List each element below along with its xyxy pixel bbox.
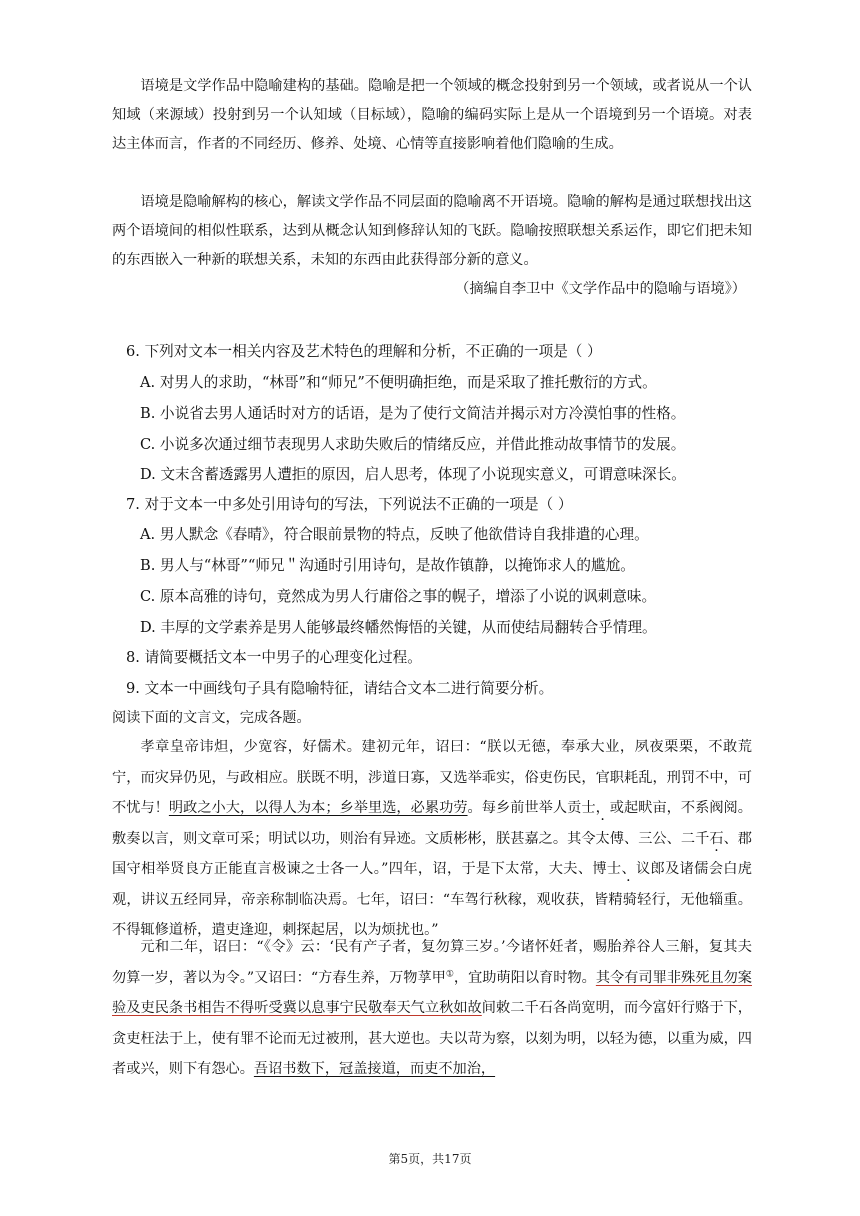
question-7-option-b: B. 男人与“林哥”“师兄＂沟通时引用诗句，是故作镇静，以掩饰求人的尴尬。 bbox=[140, 557, 635, 574]
question-9: 9. 文本一中画线句子具有隐喻特征，请结合文本二进行简要分析。 bbox=[126, 680, 554, 697]
dotted-word-boshi: 士 bbox=[606, 861, 622, 877]
classical-p2-text-a: 元和二年，诏曰：“《令》云：‘民有产子者，复勿算三岁。’今诸怀妊者，赐胎养谷人三斛，复其夫勿算一岁，著以为令。”又诏曰：“方春生养，万物莩甲 bbox=[112, 939, 752, 986]
classical-p1-text-b2: ，或起畎亩，不系阀阅。敷奏以言，则文章可采；明试以功，则治有异迹。文质彬彬，朕甚嘉之。其令太傅、三公、 bbox=[112, 800, 752, 847]
essay-citation: （摘编自李卫中《文学作品中的隐喻与语境》） bbox=[455, 281, 746, 297]
classical-p1-text-b4: 、议郎及诸儒会白虎观，讲议五经同异，帝亲称制临决焉。七年，诏曰：“车驾行秋稼，观收获，皆精骑轻行，无他辎重。不得辄修道桥，遣吏逢迎，刺探起居，以为烦扰也。” bbox=[112, 861, 752, 938]
classical-p2-text-b: ，宜助萌阳以育时物。 bbox=[453, 969, 596, 986]
dotted-word-shi: 士 bbox=[581, 800, 596, 816]
classical-p1-text-a: 孝章皇帝讳炟，少宽容，好儒术。建初元年，诏曰：“朕以无德，奉承大业，夙夜栗栗，不敢荒宁，而灾异仍见，与政相应。朕既不明，涉道日寡，又选举乖实，俗吏伤民，官职耗乱，刑罚不中，可不忧与！ bbox=[112, 739, 752, 816]
essay-paragraph-1: 语境是文学作品中隐喻建构的基础。隐喻是把一个领域的概念投射到另一个领域，或者说从一个认知域（来源域）投射到另一个认知域（目标域），隐喻的编码实际上是从一个语境到另一个语境。对表达主体而言，作者的不同经历、修养、处境、心情等直接影响着他们隐喻的生成。 bbox=[112, 78, 752, 152]
question-6-option-a: A. 对男人的求助，“林哥”和“师兄”不便明确拒绝，而是采取了推托敷衍的方式。 bbox=[140, 374, 657, 391]
question-6-option-c: C. 小说多次通过细节表现男人求助失败后的情绪反应，并借此推动故事情节的发展。 bbox=[140, 436, 686, 453]
classical-p1-text-b1: 。每乡前世举人贡 bbox=[467, 800, 582, 816]
classical-paragraph-1 bbox=[112, 732, 752, 946]
underlined-sentence-3: 吾诏书数下，冠盖接道，而吏不加治， bbox=[253, 1061, 496, 1077]
essay-paragraph-2: 语境是隐喻解构的核心，解读文学作品不同层面的隐喻离不开语境。隐喻的解构是通过联想找出这两个语境间的相似性联系，达到从概念认知到修辞认知的飞跃。隐喻按照联想关系运作，即它们把未知的东西嵌入一种新的联想关系，未知的东西由此获得部分新的意义。 bbox=[112, 194, 752, 268]
question-7-option-d: D. 丰厚的文学素养是男人能够最终幡然悔悟的关键，从而使结局翻转合乎情理。 bbox=[140, 619, 657, 636]
page-footer: 第5页，共17页 bbox=[388, 1152, 472, 1166]
footnote-marker: ① bbox=[445, 968, 454, 979]
question-6-option-d: D. 文末含蓄透露男人遭拒的原因，启人思考，体现了小说现实意义，可谓意味深长。 bbox=[140, 466, 686, 483]
question-6: 6. 下列对文本一相关内容及艺术特色的理解和分析，不正确的一项是（ ） bbox=[126, 343, 602, 360]
question-6-option-b: B. 小说省去男人通话时对方的话语，是为了使行文简洁并揭示对方冷漠怕事的性格。 bbox=[140, 405, 686, 422]
underlined-sentence-1: 明政之小大，以得人为本；乡举里选，必累功劳 bbox=[168, 800, 468, 816]
question-7-option-c: C. 原本高雅的诗句，竟然成为男人行庸俗之事的幌子，增添了小说的讽刺意味。 bbox=[140, 588, 657, 605]
dotted-word-erqianshi: 二千石 bbox=[680, 830, 724, 847]
question-7-option-a: A. 男人默念《春晴》，符合眼前景物的特点，反映了他欲借诗自我排遣的心理。 bbox=[140, 526, 649, 543]
classical-p2-text-c: 间敕二千石各尚宽明，而今富奸行赂于下，贪吏枉法于上，使有罪不论而无过被刑，甚大逆也。夫以苛为察，以刻为明，以轻为德，以重为威，四者或兴，则下有怨心。 bbox=[112, 1000, 752, 1077]
underlined-sentence-2: 其令有司罪非殊死且勿案验及吏民条书相告不得听受冀以息事宁民敬奉天气立秋如故 bbox=[112, 969, 752, 1016]
classical-p1-text-b3: 、郡国守相举贤良方正能直言极谏之士各一人。”四年，诏，于是下太常，大夫、博 bbox=[112, 830, 752, 877]
question-8: 8. 请简要概括文本一中男子的心理变化过程。 bbox=[126, 649, 422, 666]
classical-paragraph-2 bbox=[112, 932, 752, 1085]
question-7: 7. 对于文本一中多处引用诗句的写法，下列说法不正确的一项是（ ） bbox=[126, 496, 573, 513]
classical-intro: 阅读下面的文言文，完成各题。 bbox=[112, 710, 311, 726]
